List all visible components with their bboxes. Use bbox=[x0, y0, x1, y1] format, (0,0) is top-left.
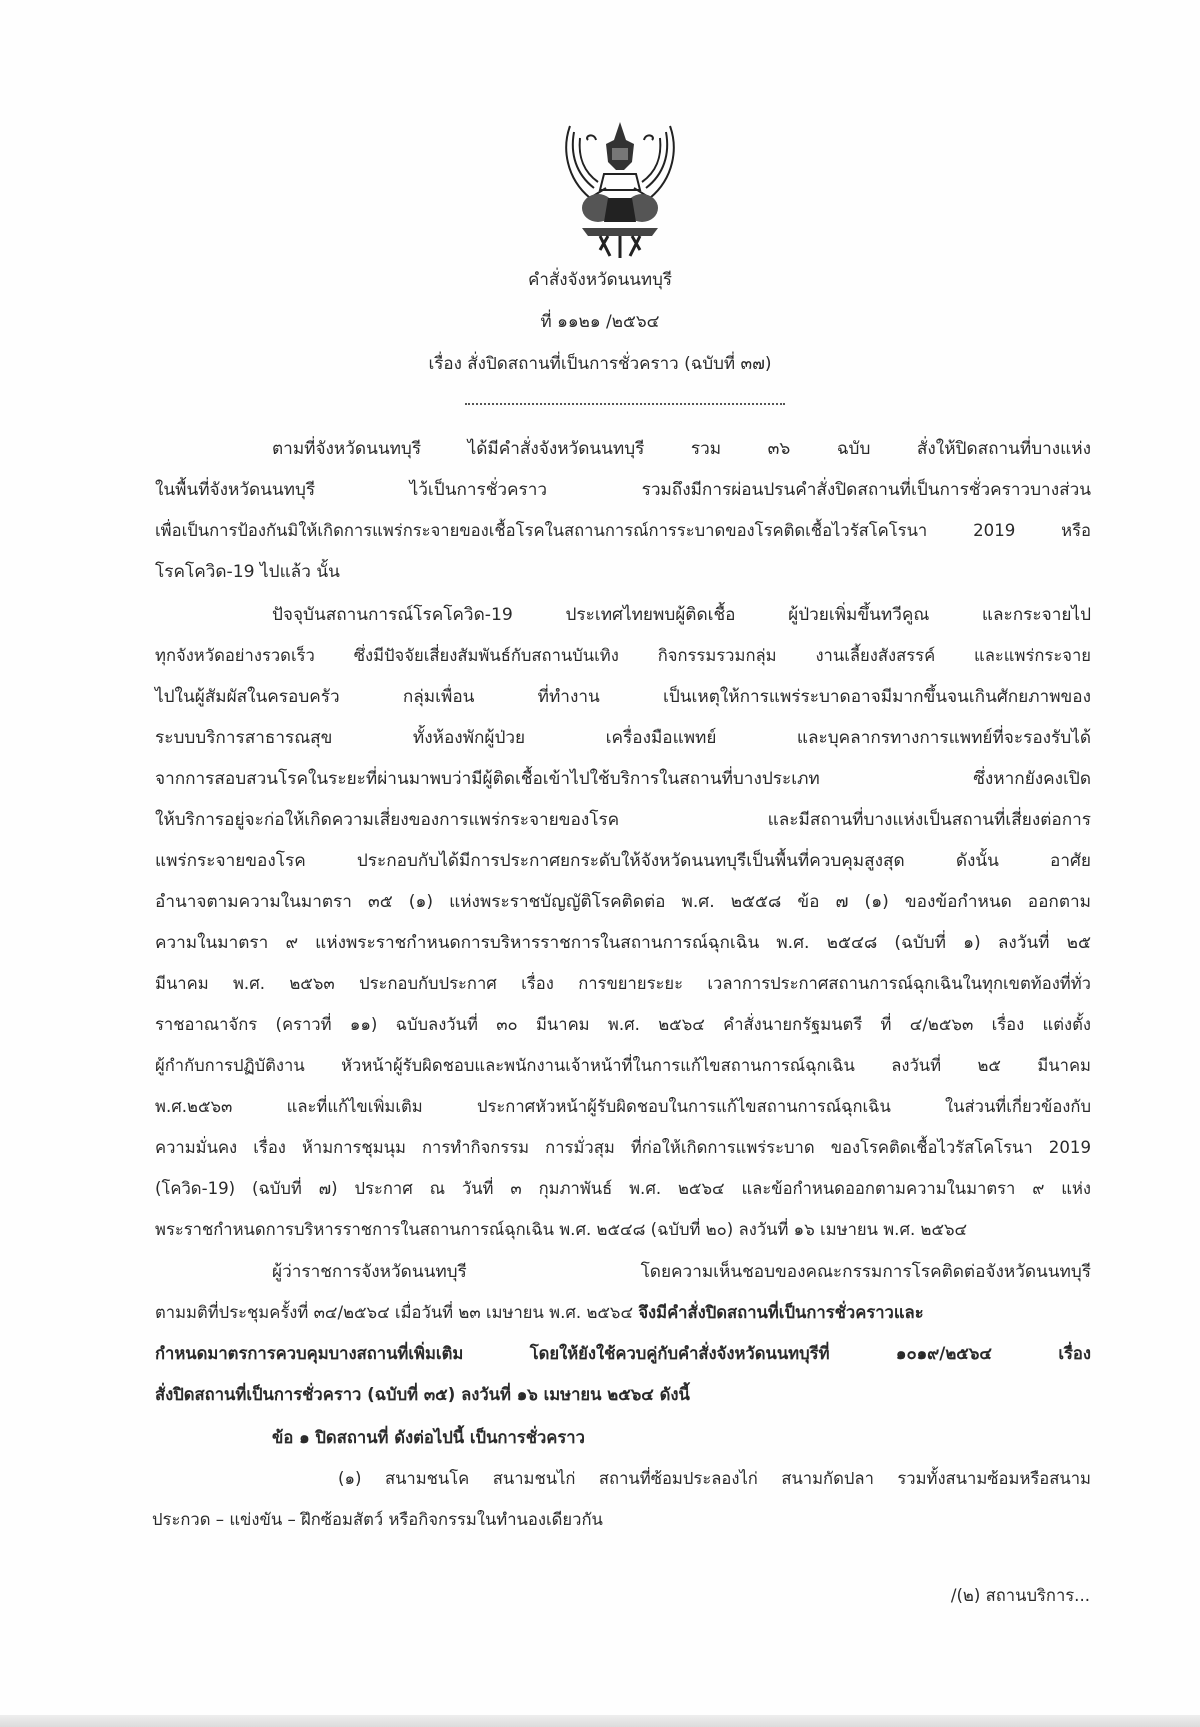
para1-line: ในพื้นที่จังหวัดนนทบุรี ไว้เป็นการชั่วคราว รวมถึงมีการผ่อนปรนคำสั่งปิดสถานที่เป็นการชั่วคราวบางส่วน bbox=[155, 480, 1091, 500]
para1-line: เพื่อเป็นการป้องกันมิให้เกิดการแพร่กระจายของเชื้อโรคในสถานการณ์การระบาดของโรคติดเชื้อไวรัสโคโรนา 2019 หรือ bbox=[155, 521, 1091, 540]
para2-line: ไปในผู้สัมผัสในครอบครัว กลุ่มเพื่อน ที่ทำงาน เป็นเหตุให้การแพร่ระบาดอาจมีมากขึ้นจนเกินศักยภาพของ bbox=[155, 687, 1091, 707]
para2-line: มีนาคม พ.ศ. ๒๕๖๓ ประกอบกับประกาศ เรื่อง การขยายระยะ เวลาการประกาศสถานการณ์ฉุกเฉินในทุกเขตท้องที่ทั่ว bbox=[155, 974, 1091, 993]
para1-line: ตามที่จังหวัดนนทบุรี ได้มีคำสั่งจังหวัดนนทบุรี รวม ๓๖ ฉบับ สั่งให้ปิดสถานที่บางแห่ง bbox=[272, 439, 1091, 459]
para3-line: กำหนดมาตรการควบคุมบางสถานที่เพิ่มเติม โดยให้ยังใช้ควบคู่กับคำสั่งจังหวัดนนทบุรีที่ ๑๐๑๙/๒๕๖๔ เรื่อง bbox=[155, 1344, 1091, 1363]
para3-line: สั่งปิดสถานที่เป็นการชั่วคราว (ฉบับที่ ๓๕) ลงวันที่ ๑๖ เมษายน ๒๕๖๔ ดังนี้ bbox=[155, 1385, 690, 1404]
para2-line: (โควิด-19) (ฉบับที่ ๗) ประกาศ ณ วันที่ ๓ กุมภาพันธ์ พ.ศ. ๒๕๖๔ และข้อกำหนดออกตามความในมาตรา ๙ แห่ง bbox=[155, 1179, 1091, 1198]
document-subject: เรื่อง สั่งปิดสถานที่เป็นการชั่วคราว (ฉบับที่ ๓๗) bbox=[428, 354, 772, 374]
para2-line: ความในมาตรา ๙ แห่งพระราชกำหนดการบริหารราชการในสถานการณ์ฉุกเฉิน พ.ศ. ๒๕๔๘ (ฉบับที่ ๑) ลงวันที่ ๒๕ bbox=[155, 933, 1091, 953]
garuda-emblem-icon bbox=[560, 118, 680, 260]
separator-line bbox=[465, 403, 785, 405]
clause1-item1-line: ประกวด – แข่งขัน – ฝึกซ้อมสัตว์ หรือกิจกรรมในทำนองเดียวกัน bbox=[152, 1510, 603, 1529]
page-continuation: /(๒) สถานบริการ... bbox=[950, 1586, 1090, 1605]
para1-line: โรคโควิด-19 ไปแล้ว นั้น bbox=[155, 562, 340, 582]
para2-line: จากการสอบสวนโรคในระยะที่ผ่านมาพบว่ามีผู้ติดเชื้อเข้าไปใช้บริการในสถานที่บางประเภท ซึ่งหากยังคงเปิด bbox=[155, 769, 1091, 789]
para3-normal-text: ตามมติที่ประชุมครั้งที่ ๓๔/๒๕๖๔ เมื่อวันที่ ๒๓ เมษายน พ.ศ. ๒๕๖๔ bbox=[155, 1303, 639, 1322]
page-bottom-edge bbox=[0, 1715, 1200, 1727]
para2-line: ทุกจังหวัดอย่างรวดเร็ว ซึ่งมีปัจจัยเสี่ยงสัมพันธ์กับสถานบันเทิง กิจกรรมรวมกลุ่ม งานเลี้ยงสังสรรค์ และแพร่กระจาย bbox=[155, 646, 1091, 665]
para2-line: พ.ศ.๒๕๖๓ และที่แก้ไขเพิ่มเติม ประกาศหัวหน้าผู้รับผิดชอบในการแก้ไขสถานการณ์ฉุกเฉิน ในส่วนที่เกี่ยวข้องกับ bbox=[155, 1097, 1091, 1116]
para2-line: ความมั่นคง เรื่อง ห้ามการชุมนุม การทำกิจกรรม การมั่วสุม ที่ก่อให้เกิดการแพร่ระบาด ของโรคติดเชื้อไวรัสโคโรนา 2019 bbox=[155, 1138, 1091, 1157]
para2-line: ระบบบริการสาธารณสุข ทั้งห้องพักผู้ป่วย เครื่องมือแพทย์ และบุคลากรทางการแพทย์ที่จะรองรับได้ bbox=[155, 728, 1091, 748]
para2-line: พระราชกำหนดการบริหารราชการในสถานการณ์ฉุกเฉิน พ.ศ. ๒๕๔๘ (ฉบับที่ ๒๐) ลงวันที่ ๑๖ เมษายน พ.ศ. ๒๕๖๔ bbox=[155, 1220, 968, 1239]
para3-bold-text: จึงมีคำสั่งปิดสถานที่เป็นการชั่วคราวและ bbox=[638, 1303, 924, 1322]
para2-line: ผู้กำกับการปฏิบัติงาน หัวหน้าผู้รับผิดชอบและพนักงานเจ้าหน้าที่ในการแก้ไขสถานการณ์ฉุกเฉิน ลงวันที่ ๒๕ มีนาคม bbox=[155, 1056, 1091, 1075]
para2-line: ราชอาณาจักร (คราวที่ ๑๑) ฉบับลงวันที่ ๓๐ มีนาคม พ.ศ. ๒๕๖๔ คำสั่งนายกรัฐมนตรี ที่ ๔/๒๕๖๓ เรื่อง แต่งตั้ง bbox=[155, 1015, 1091, 1034]
para3-line: ผู้ว่าราชการจังหวัดนนทบุรี โดยความเห็นชอบของคณะกรรมการโรคติดต่อจังหวัดนนทบุรี bbox=[272, 1262, 1091, 1282]
para2-line: ปัจจุบันสถานการณ์โรคโควิด-19 ประเทศไทยพบผู้ติดเชื้อ ผู้ป่วยเพิ่มขึ้นทวีคูณ และกระจายไป bbox=[272, 605, 1091, 625]
para2-line: แพร่กระจายของโรค ประกอบกับได้มีการประกาศยกระดับให้จังหวัดนนทบุรีเป็นพื้นที่ควบคุมสูงสุด ดังนั้น อาศัย bbox=[155, 851, 1091, 871]
clause1-item1-line: (๑) สนามชนโค สนามชนไก่ สถานที่ซ้อมประลองไก่ สนามกัดปลา รวมทั้งสนามซ้อมหรือสนาม bbox=[338, 1469, 1091, 1488]
para2-line: ให้บริการอยู่จะก่อให้เกิดความเสี่ยงของการแพร่กระจายของโรค และมีสถานที่บางแห่งเป็นสถานที่เสี่ยงต่อการ bbox=[155, 810, 1091, 830]
clause1-heading: ข้อ ๑ ปิดสถานที่ ดังต่อไปนี้ เป็นการชั่วคราว bbox=[272, 1428, 585, 1447]
para3-line bbox=[155, 1301, 924, 1325]
document-title: คำสั่งจังหวัดนนทบุรี bbox=[527, 270, 673, 290]
document-number: ที่ ๑๑๒๑ /๒๕๖๔ bbox=[540, 312, 660, 332]
para2-line: อำนาจตามความในมาตรา ๓๕ (๑) แห่งพระราชบัญญัติโรคติดต่อ พ.ศ. ๒๕๕๘ ข้อ ๗ (๑) ของข้อกำหนด ออกตาม bbox=[155, 892, 1091, 912]
